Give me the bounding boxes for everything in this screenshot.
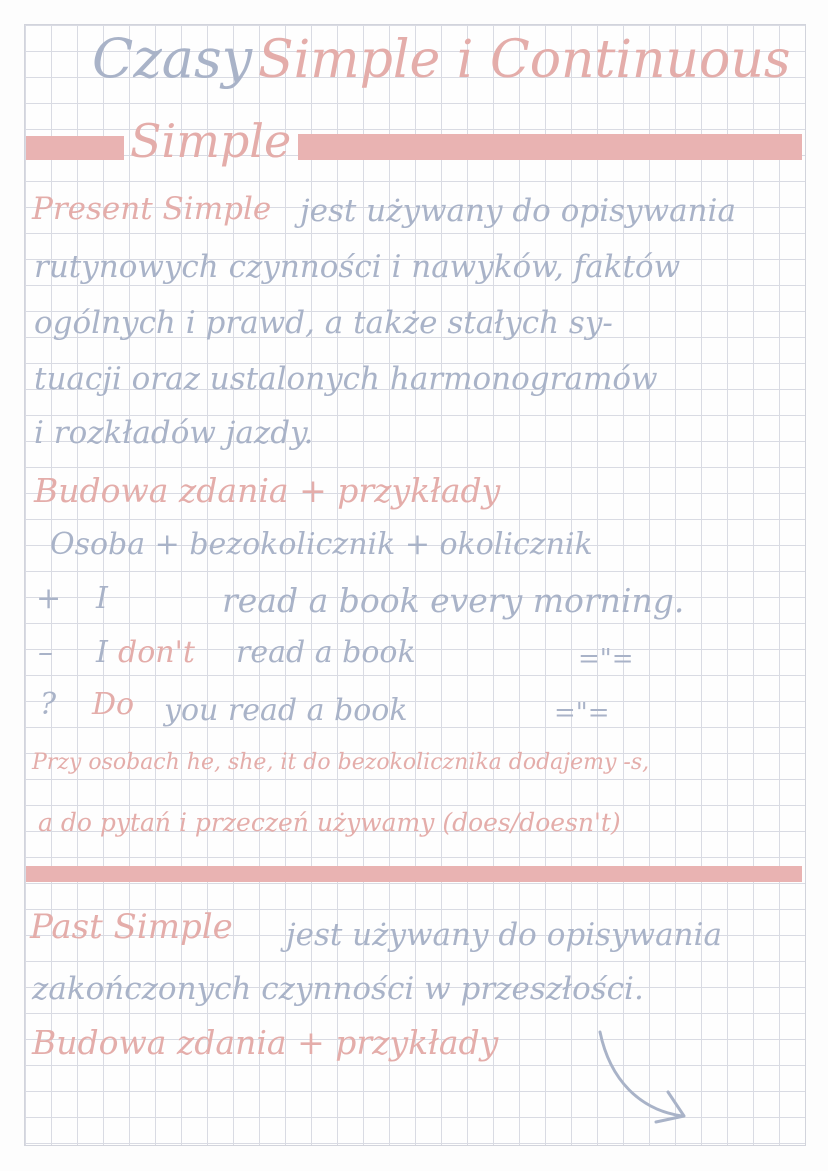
negative-aux: don't [118, 635, 195, 670]
title-simple-continuous: Simple i Continuous [258, 30, 791, 90]
question-sign: ? [40, 687, 57, 722]
section-title-simple: Simple [130, 114, 292, 168]
negative-ditto: ="= [578, 644, 634, 674]
positive-rest: read a book every morning. [222, 581, 685, 620]
section-bar-right [298, 134, 802, 160]
present-formula: Osoba + bezokolicznik + okolicznik [50, 527, 593, 562]
past-structure-heading: Budowa zdania + przykłady [32, 1023, 499, 1062]
present-line1-rest: jest używany do opisywania [300, 193, 736, 229]
past-line1-rest: jest używany do opisywania [286, 917, 722, 953]
question-rest: you read a book [164, 693, 408, 728]
present-note-line2: a do pytań i przeczeń używamy (does/doesn't) [38, 808, 621, 837]
present-line5: i rozkładów jazdy. [34, 415, 314, 451]
present-line4: tuacji oraz ustalonych harmonogramów [34, 361, 658, 397]
present-note-line1: Przy osobach he, she, it do bezokolicznika dodajemy -s, [32, 750, 650, 775]
present-simple-term: Present Simple [32, 191, 272, 227]
present-line3: ogólnych i prawd, a także stałych sy- [34, 305, 613, 341]
past-line2: zakończonych czynności w przeszłości. [32, 971, 644, 1007]
present-line2: rutynowych czynności i nawyków, faktów [34, 249, 681, 285]
question-aux: Do [92, 687, 135, 722]
negative-sign: – [38, 635, 53, 670]
section-divider-bar [26, 866, 802, 882]
positive-subject: I [96, 581, 108, 616]
past-simple-term: Past Simple [30, 907, 233, 947]
curved-arrow-down-right-icon [590, 1020, 700, 1130]
question-ditto: ="= [554, 698, 610, 728]
negative-subject: I [96, 635, 108, 670]
negative-rest: read a book [236, 635, 416, 670]
present-structure-heading: Budowa zdania + przykłady [34, 471, 501, 510]
positive-sign: + [36, 581, 62, 616]
title-czasy: Czasy [92, 27, 253, 90]
section-bar-left [26, 136, 124, 160]
